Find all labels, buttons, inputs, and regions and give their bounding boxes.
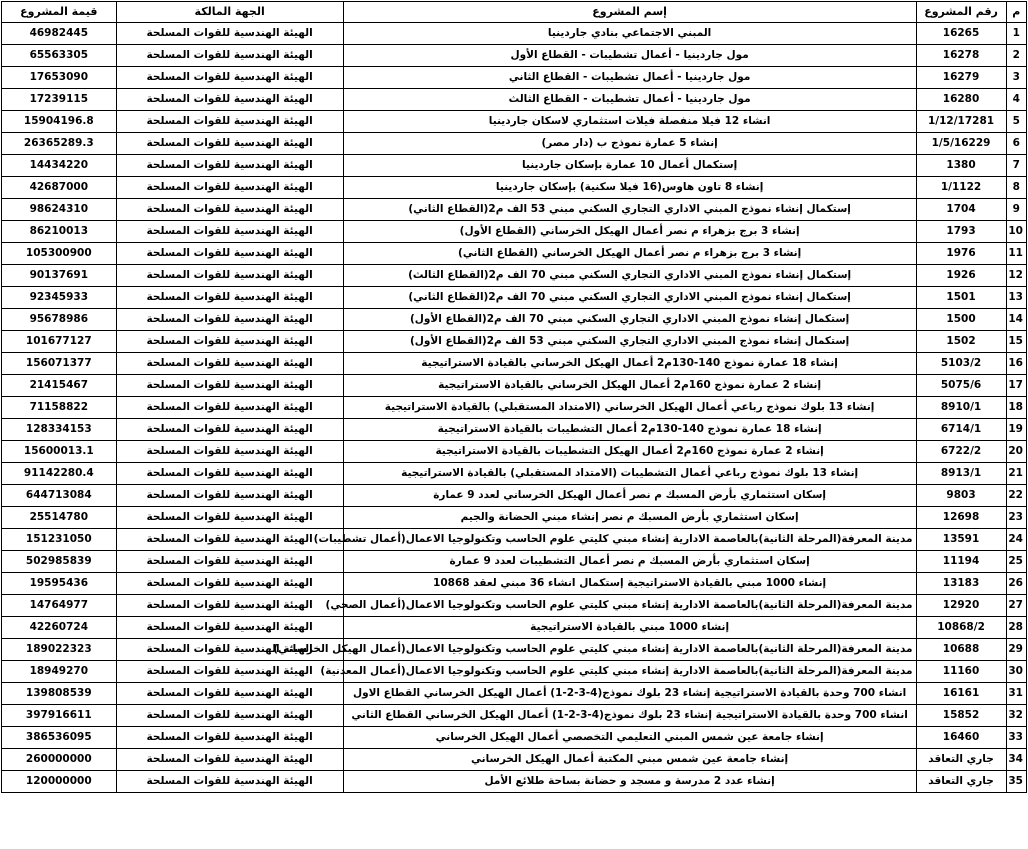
owner: الهيئة الهندسية للقوات المسلحة [116,507,343,529]
row-index: 4 [1006,89,1026,111]
project-value: 151231050 [2,529,117,551]
row-index: 34 [1006,749,1026,771]
project-number: 8913/1 [916,463,1006,485]
project-name: إسكان استثماري بأرض المسبك م نصر إنشاء مبني الحضانة والجيم [343,507,916,529]
table-row [2,617,1027,639]
row-index: 26 [1006,573,1026,595]
table-row [2,375,1027,397]
project-value: 120000000 [2,771,117,793]
table-row [2,771,1027,793]
project-name: مدينة المعرفة(المرحلة الثانية)بالعاصمة الادارية إنشاء مبني كليتي علوم الحاسب وتكنولوجيا الاعمال(أعمال الهيكل الخرساني) [343,639,916,661]
project-value: 18949270 [2,661,117,683]
project-name: إنشاء 8 تاون هاوس(16 فيلا سكنية) بإسكان جاردينيا [343,177,916,199]
table-row [2,177,1027,199]
project-name: انشاء 12 فيلا منفصلة فيلات استثماري لاسكان جاردينيا [343,111,916,133]
owner: الهيئة الهندسية للقوات المسلحة [116,419,343,441]
project-name: إسكان استثماري بأرض المسبك م نصر أعمال التشطيبات لعدد 9 عمارة [343,551,916,573]
table-row [2,89,1027,111]
owner: الهيئة الهندسية للقوات المسلحة [116,397,343,419]
table-body [2,23,1027,793]
owner: الهيئة الهندسية للقوات المسلحة [116,727,343,749]
table-row [2,595,1027,617]
project-name: إنشاء 2 عمارة نموذج 160م2 أعمال الهيكل التشطيبات بالقيادة الاستراتيجية [343,441,916,463]
project-name: إنشاء 13 بلوك نموذج رباعي أعمال الهيكل الخرساني (الامتداد المستقبلي) بالقيادة الاستراتيجية [343,397,916,419]
table-row [2,463,1027,485]
header-project-number: رقم المشروع [916,2,1006,23]
row-index: 20 [1006,441,1026,463]
table-row [2,551,1027,573]
row-index: 10 [1006,221,1026,243]
project-number: 1500 [916,309,1006,331]
project-value: 71158822 [2,397,117,419]
project-name: إنشاء 13 بلوك نموذج رباعي أعمال التشطيبات (الامتداد المستقبلي) بالقيادة الاستراتيجية [343,463,916,485]
projects-table [1,1,1027,793]
row-index: 8 [1006,177,1026,199]
owner: الهيئة الهندسية للقوات المسلحة [116,375,343,397]
project-number: جاري التعاقد [916,771,1006,793]
owner: الهيئة الهندسية للقوات المسلحة [116,353,343,375]
owner: الهيئة الهندسية للقوات المسلحة [116,551,343,573]
row-index: 11 [1006,243,1026,265]
table-row [2,45,1027,67]
project-value: 14764977 [2,595,117,617]
row-index: 2 [1006,45,1026,67]
project-number: 16265 [916,23,1006,45]
project-value: 14434220 [2,155,117,177]
project-number: 1976 [916,243,1006,265]
row-index: 9 [1006,199,1026,221]
owner: الهيئة الهندسية للقوات المسلحة [116,155,343,177]
owner: الهيئة الهندسية للقوات المسلحة [116,23,343,45]
owner: الهيئة الهندسية للقوات المسلحة [116,221,343,243]
table-row [2,67,1027,89]
project-number: 1/12/17281 [916,111,1006,133]
table-row [2,265,1027,287]
header-project-value: قيمة المشروع [2,2,117,23]
header-project-name: إسم المشروع [343,2,916,23]
owner: الهيئة الهندسية للقوات المسلحة [116,133,343,155]
owner: الهيئة الهندسية للقوات المسلحة [116,683,343,705]
row-index: 7 [1006,155,1026,177]
row-index: 32 [1006,705,1026,727]
table-row [2,419,1027,441]
owner: الهيئة الهندسية للقوات المسلحة [116,45,343,67]
table-row [2,133,1027,155]
row-index: 31 [1006,683,1026,705]
project-name: إستكمال إنشاء نموذج المبني الاداري التجاري السكني مبني 53 الف م2(القطاع الأول) [343,331,916,353]
row-index: 21 [1006,463,1026,485]
project-name: المبني الاجتماعي بنادي جاردينيا [343,23,916,45]
row-index: 5 [1006,111,1026,133]
project-value: 95678986 [2,309,117,331]
project-number: 16460 [916,727,1006,749]
row-index: 25 [1006,551,1026,573]
table-row [2,507,1027,529]
project-name: إستكمال أعمال 10 عمارة بإسكان جاردينيا [343,155,916,177]
project-value: 65563305 [2,45,117,67]
project-number: 1380 [916,155,1006,177]
project-number: 6714/1 [916,419,1006,441]
project-number: 16280 [916,89,1006,111]
table-row [2,441,1027,463]
owner: الهيئة الهندسية للقوات المسلحة [116,441,343,463]
row-index: 23 [1006,507,1026,529]
owner: الهيئة الهندسية للقوات المسلحة [116,67,343,89]
project-number: 9803 [916,485,1006,507]
project-value: 92345933 [2,287,117,309]
row-index: 30 [1006,661,1026,683]
project-number: 16279 [916,67,1006,89]
project-number: 1704 [916,199,1006,221]
project-value: 139808539 [2,683,117,705]
table-row [2,749,1027,771]
project-number: 12698 [916,507,1006,529]
table-row [2,639,1027,661]
owner: الهيئة الهندسية للقوات المسلحة [116,705,343,727]
row-index: 24 [1006,529,1026,551]
project-value: 98624310 [2,199,117,221]
project-value: 17653090 [2,67,117,89]
project-name: إستكمال إنشاء نموذج المبني الاداري التجاري السكني مبني 70 الف م2(القطاع الثاني) [343,287,916,309]
row-index: 29 [1006,639,1026,661]
row-index: 6 [1006,133,1026,155]
project-number: 5075/6 [916,375,1006,397]
project-value: 42260724 [2,617,117,639]
project-number: 5103/2 [916,353,1006,375]
project-number: 11194 [916,551,1006,573]
project-value: 90137691 [2,265,117,287]
row-index: 33 [1006,727,1026,749]
project-name: انشاء 700 وحدة بالقيادة الاستراتيجية إنشاء 23 بلوك نموذج(4-3-2-1) أعمال الهيكل الخرساني القطاع الاول [343,683,916,705]
project-number: 1502 [916,331,1006,353]
table-row [2,155,1027,177]
project-value: 21415467 [2,375,117,397]
project-value: 101677127 [2,331,117,353]
project-value: 502985839 [2,551,117,573]
table-row [2,529,1027,551]
project-name: إنشاء جامعة عين شمس مبني المكتبة أعمال الهيكل الخرساني [343,749,916,771]
project-value: 128334153 [2,419,117,441]
owner: الهيئة الهندسية للقوات المسلحة [116,309,343,331]
owner: الهيئة الهندسية للقوات المسلحة [116,331,343,353]
project-value: 397916611 [2,705,117,727]
table-row [2,221,1027,243]
project-value: 17239115 [2,89,117,111]
project-name: إستكمال إنشاء نموذج المبني الاداري التجاري السكني مبني 70 الف م2(القطاع الأول) [343,309,916,331]
project-name: إستكمال إنشاء نموذج المبني الاداري التجاري السكني مبني 70 الف م2(القطاع الثالث) [343,265,916,287]
row-index: 27 [1006,595,1026,617]
project-name: إنشاء 2 عمارة نموذج 160م2 أعمال الهيكل الخرساني بالقيادة الاستراتيجية [343,375,916,397]
project-name: إنشاء 3 برج بزهراء م نصر أعمال الهيكل الخرساني (القطاع الأول) [343,221,916,243]
project-number: 16161 [916,683,1006,705]
project-name: إنشاء 3 برج بزهراء م نصر أعمال الهيكل الخرساني (القطاع الثاني) [343,243,916,265]
row-index: 13 [1006,287,1026,309]
table-row [2,661,1027,683]
project-number: 13183 [916,573,1006,595]
project-value: 644713084 [2,485,117,507]
table-row [2,573,1027,595]
project-number: 6722/2 [916,441,1006,463]
project-name: إسكان استثماري بأرض المسبك م نصر أعمال الهيكل الخرساني لعدد 9 عمارة [343,485,916,507]
project-value: 46982445 [2,23,117,45]
row-index: 15 [1006,331,1026,353]
owner: الهيئة الهندسية للقوات المسلحة [116,463,343,485]
project-number: 15852 [916,705,1006,727]
row-index: 19 [1006,419,1026,441]
project-name: إنشاء 1000 مبني بالقيادة الاستراتيجية [343,617,916,639]
project-name: انشاء 700 وحدة بالقيادة الاستراتيجية إنشاء 23 بلوك نموذج(4-3-2-1) أعمال الهيكل الخرساني القطاع الثاني [343,705,916,727]
project-value: 15600013.1 [2,441,117,463]
project-number: 1501 [916,287,1006,309]
project-value: 105300900 [2,243,117,265]
project-value: 86210013 [2,221,117,243]
table-row [2,331,1027,353]
project-number: 11160 [916,661,1006,683]
owner: الهيئة الهندسية للقوات المسلحة [116,111,343,133]
row-index: 18 [1006,397,1026,419]
owner: الهيئة الهندسية للقوات المسلحة [116,265,343,287]
project-name: إنشاء جامعة عين شمس المبني التعليمي التخصصي أعمال الهيكل الخرساني [343,727,916,749]
project-name: مول جاردينيا - أعمال تشطيبات - القطاع الثالث [343,89,916,111]
project-name: إنشاء 18 عمارة نموذج 140-130م2 أعمال التشطيبات بالقيادة الاستراتيجية [343,419,916,441]
row-index: 1 [1006,23,1026,45]
header-index: م [1006,2,1026,23]
project-number: 12920 [916,595,1006,617]
project-name: مدينة المعرفة(المرحلة الثانية)بالعاصمة الادارية إنشاء مبني كليتي علوم الحاسب وتكنولوجيا الاعمال(أعمال الصحي) [343,595,916,617]
project-value: 15904196.8 [2,111,117,133]
owner: الهيئة الهندسية للقوات المسلحة [116,771,343,793]
header-row [2,2,1027,23]
row-index: 17 [1006,375,1026,397]
project-value: 386536095 [2,727,117,749]
project-name: إنشاء 1000 مبني بالقيادة الاستراتيجية إستكمال انشاء 36 مبني لعقد 10868 [343,573,916,595]
owner: الهيئة الهندسية للقوات المسلحة [116,287,343,309]
project-value: 91142280.4 [2,463,117,485]
owner: الهيئة الهندسية للقوات المسلحة [116,243,343,265]
project-name: مول جاردينيا - أعمال تشطيبات - القطاع الثاني [343,67,916,89]
owner: الهيئة الهندسية للقوات المسلحة [116,639,343,661]
owner: الهيئة الهندسية للقوات المسلحة [116,595,343,617]
owner: الهيئة الهندسية للقوات المسلحة [116,199,343,221]
project-number: 1926 [916,265,1006,287]
project-value: 189022323 [2,639,117,661]
project-name: مول جاردينيا - أعمال تشطيبات - القطاع الأول [343,45,916,67]
table-row [2,353,1027,375]
project-name: مدينة المعرفة(المرحلة الثانية)بالعاصمة الادارية إنشاء مبني كليتي علوم الحاسب وتكنولوجيا الاعمال(أعمال المعدنية) [343,661,916,683]
table-row [2,397,1027,419]
project-name: إنشاء 5 عمارة نموذج ب (دار مصر) [343,133,916,155]
row-index: 3 [1006,67,1026,89]
table-row [2,705,1027,727]
project-value: 42687000 [2,177,117,199]
row-index: 16 [1006,353,1026,375]
owner: الهيئة الهندسية للقوات المسلحة [116,661,343,683]
project-number: 16278 [916,45,1006,67]
header-owner: الجهة المالكة [116,2,343,23]
project-name: مدينة المعرفة(المرحلة الثانية)بالعاصمة الادارية إنشاء مبني كليتي علوم الحاسب وتكنولوجيا الاعمال(أعمال تشطيبات) [343,529,916,551]
row-index: 22 [1006,485,1026,507]
project-number: 13591 [916,529,1006,551]
owner: الهيئة الهندسية للقوات المسلحة [116,529,343,551]
project-name: إستكمال إنشاء نموذج المبني الاداري التجاري السكني مبني 53 الف م2(القطاع الثاني) [343,199,916,221]
table-row [2,111,1027,133]
owner: الهيئة الهندسية للقوات المسلحة [116,89,343,111]
project-number: 1793 [916,221,1006,243]
table-row [2,243,1027,265]
project-value: 19595436 [2,573,117,595]
project-value: 260000000 [2,749,117,771]
table-row [2,683,1027,705]
project-number: 8910/1 [916,397,1006,419]
owner: الهيئة الهندسية للقوات المسلحة [116,177,343,199]
row-index: 14 [1006,309,1026,331]
project-number: 10868/2 [916,617,1006,639]
project-name: إنشاء عدد 2 مدرسة و مسجد و حضانة بساحة طلائع الأمل [343,771,916,793]
owner: الهيئة الهندسية للقوات المسلحة [116,485,343,507]
row-index: 12 [1006,265,1026,287]
project-value: 26365289.3 [2,133,117,155]
table-row [2,309,1027,331]
row-index: 35 [1006,771,1026,793]
owner: الهيئة الهندسية للقوات المسلحة [116,573,343,595]
project-value: 156071377 [2,353,117,375]
project-number: 1/5/16229 [916,133,1006,155]
project-name: إنشاء 18 عمارة نموذج 140-130م2 أعمال الهيكل الخرساني بالقيادة الاستراتيجية [343,353,916,375]
project-value: 25514780 [2,507,117,529]
table-row [2,199,1027,221]
owner: الهيئة الهندسية للقوات المسلحة [116,749,343,771]
project-number: جاري التعاقد [916,749,1006,771]
table-row [2,727,1027,749]
row-index: 28 [1006,617,1026,639]
table-row [2,23,1027,45]
project-number: 1/1122 [916,177,1006,199]
table-row [2,485,1027,507]
table-row [2,287,1027,309]
project-number: 10688 [916,639,1006,661]
owner: الهيئة الهندسية للقوات المسلحة [116,617,343,639]
